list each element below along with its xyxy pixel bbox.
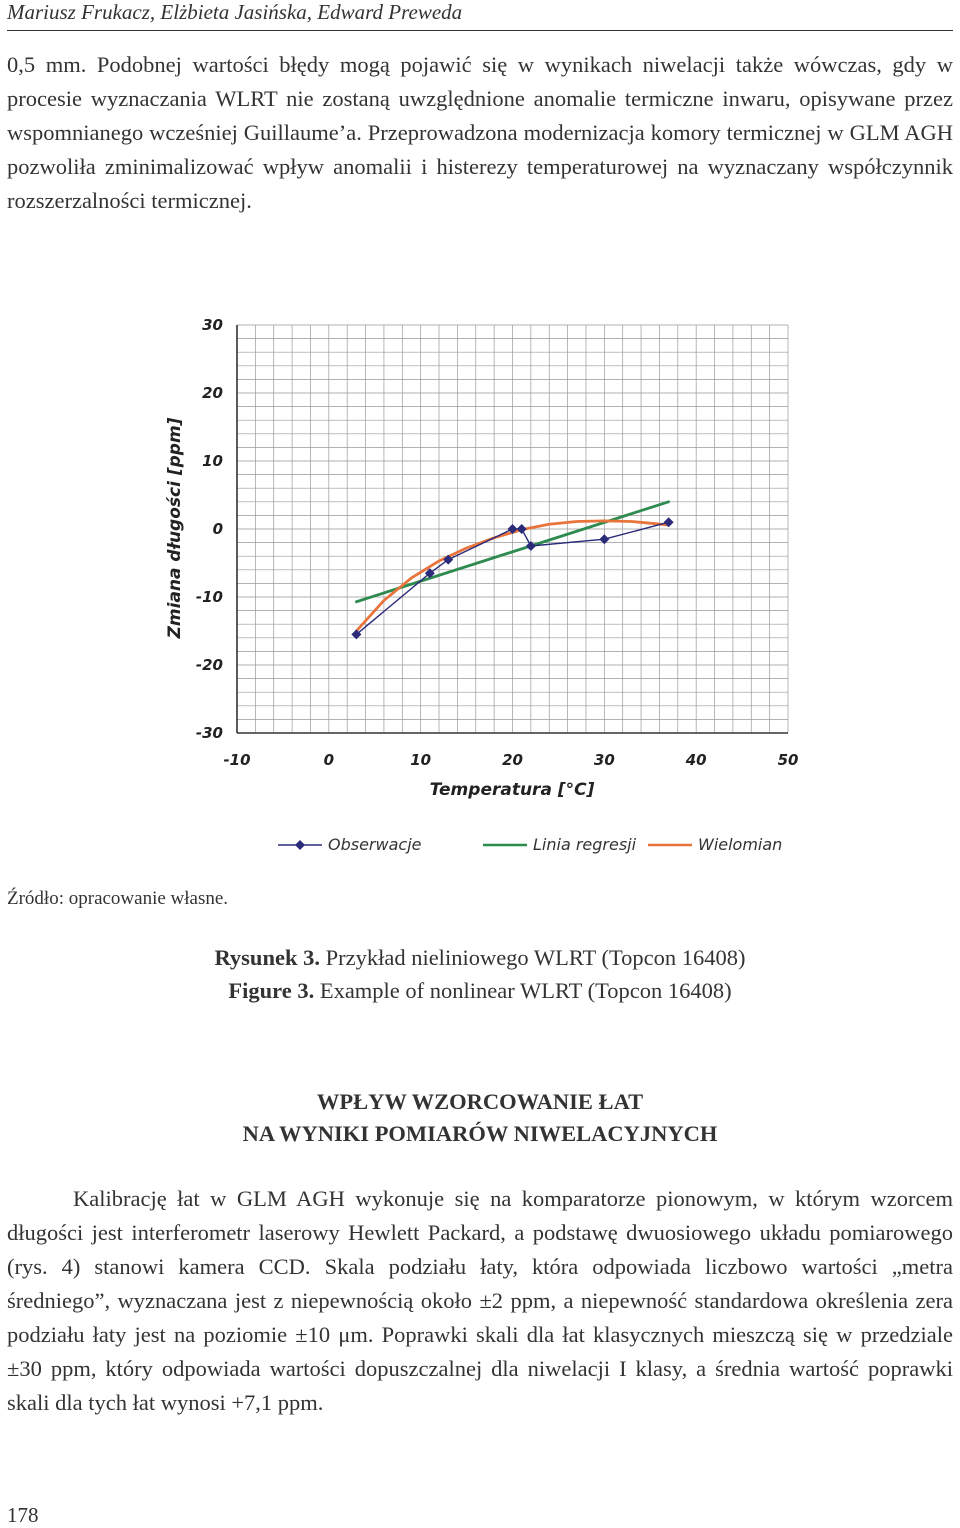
y-tick-label: -10 bbox=[195, 588, 223, 606]
chart-legend bbox=[278, 835, 782, 854]
figure-caption-en bbox=[0, 978, 960, 1004]
section-title-line-2: NA WYNIKI POMIARÓW NIWELACYJNYCH bbox=[242, 1121, 718, 1146]
y-tick-label: 30 bbox=[202, 316, 223, 334]
caption-en-label: Figure 3. bbox=[228, 978, 315, 1003]
figure-caption-pl bbox=[0, 945, 960, 971]
caption-pl-text: Przykład nieliniowego WLRT (Topcon 16408) bbox=[319, 945, 746, 970]
x-tick-label: 20 bbox=[502, 751, 523, 769]
x-tick-label: -10 bbox=[223, 751, 251, 769]
x-tick-label: 0 bbox=[323, 751, 335, 769]
x-tick-label: 30 bbox=[593, 751, 615, 769]
chart-figure bbox=[150, 300, 810, 880]
paragraph-1 bbox=[7, 48, 953, 218]
y-tick-label: 20 bbox=[202, 384, 223, 402]
legend-marker bbox=[295, 840, 305, 850]
data-point-marker bbox=[517, 524, 527, 534]
y-tick-label: -20 bbox=[195, 656, 223, 674]
legend-entry-label: Obserwacje bbox=[328, 835, 422, 854]
x-axis-label: Temperatura [°C] bbox=[429, 780, 595, 800]
figure-source: Źródło: opracowanie własne. bbox=[7, 888, 229, 909]
caption-en-text: Example of nonlinear WLRT (Topcon 16408) bbox=[314, 978, 732, 1003]
page-number: 178 bbox=[7, 1503, 39, 1527]
legend-entry-label: Linia regresji bbox=[533, 835, 637, 854]
running-header bbox=[7, 0, 953, 31]
x-tick-label: 10 bbox=[410, 751, 432, 769]
y-tick-label: 10 bbox=[202, 452, 223, 470]
y-tick-label: -30 bbox=[195, 724, 223, 742]
y-tick-label: 0 bbox=[212, 520, 223, 538]
paragraph-2-text: Kalibrację łat w GLM AGH wykonuje się na komparatorze pionowym, w którym wzorcem długości jest interferometr laserowy Hewlett Packard, a podstawę dwuosiowego układu pomiarowego (rys. 4) stanowi kamera CCD. Skala podziału łaty, która odpowiada liczbowo wartości „metra średniego”, wyznaczana jest z niepewnością około ±2 ppm, a niepewność standardowa określenia zera podziału łaty jest na poziomie ±10 μm. Poprawki skali dla łat klasycznych mieszczą się w przedziale ±30 ppm, który odpowiada wartości dopuszczalnej dla niwelacji I klasy, a średnia wartość poprawki skali dla tych łat wynosi +7,1 ppm. bbox=[7, 1186, 953, 1415]
paragraph-1-text: 0,5 mm. Podobnej wartości błędy mogą pojawić się w wynikach niwelacji także wówczas, gdy w procesie wyznaczania WLRT nie zostaną uwzględnione anomalie termiczne inwaru, opisywane przez wspomnianego wcześniej Guillaume’a. Przeprowadzona modernizacja komory termicznej w GLM AGH pozwoliła zminimalizować wpływ anomalii i histerezy temperaturowej na wyznaczany współczynnik rozszerzalności termicznej. bbox=[7, 52, 953, 213]
caption-pl-label: Rysunek 3. bbox=[214, 945, 320, 970]
x-tick-label: 50 bbox=[777, 751, 799, 769]
legend-entry-label: Wielomian bbox=[698, 835, 783, 854]
section-title-line-1: WPŁYW WZORCOWANIE ŁAT bbox=[316, 1089, 644, 1114]
x-tick-label: 40 bbox=[685, 751, 707, 769]
paragraph-2 bbox=[7, 1182, 953, 1420]
header-authors: Mariusz Frukacz, Elżbieta Jasińska, Edward Preweda bbox=[7, 0, 463, 24]
y-axis-label: Zmiana długości [ppm] bbox=[165, 417, 185, 639]
